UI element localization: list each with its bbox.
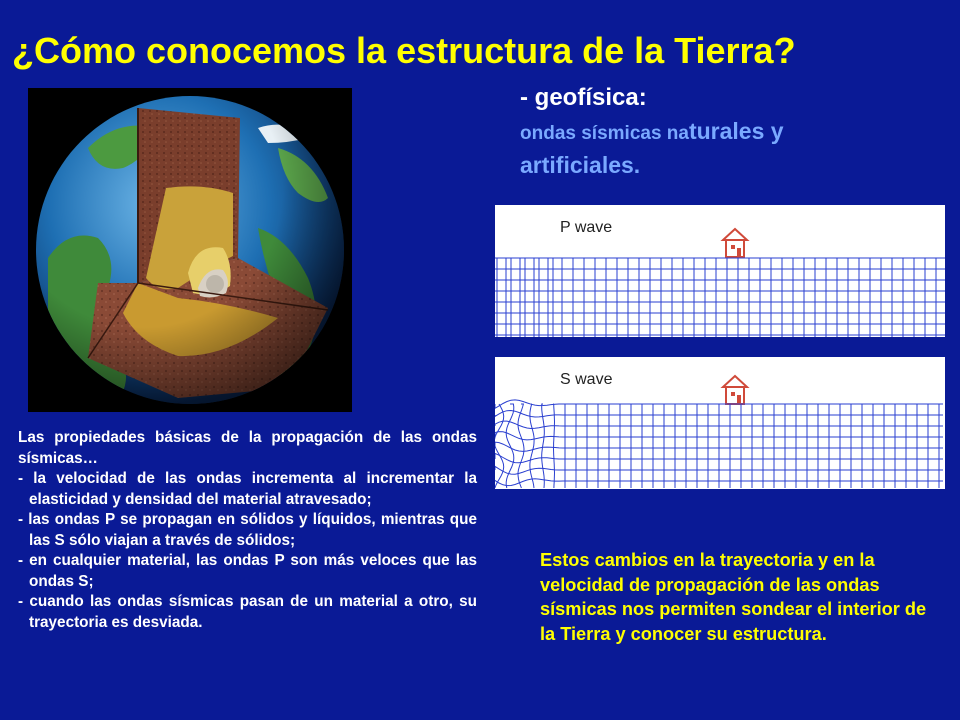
grid-col-line [518, 404, 524, 488]
house-icon [723, 376, 747, 404]
subtitle-ondas-part3: artificiales. [520, 152, 641, 178]
slide-title: ¿Cómo conocemos la estructura de la Tierra? [12, 30, 796, 71]
p-wave-label: P wave [560, 219, 613, 236]
p-wave-grid [495, 258, 945, 337]
subtitle-ondas-part2: turales y [688, 118, 784, 144]
p-wave-diagram [495, 205, 945, 337]
s-wave-diagram [495, 357, 945, 489]
s-wave-grid [495, 400, 943, 488]
property-item: - la velocidad de las ondas incrementa al incrementar la elasticidad y densidad del material atravesado; [18, 470, 477, 508]
property-item: - las ondas P se propagan en sólidos y líquidos, mientras que las S sólo viajan a través de sólidos; [18, 511, 477, 549]
subtitle-ondas [520, 116, 940, 184]
earth-cutaway-image [28, 88, 352, 412]
conclusion-text: Estos cambios en la trayectoria y en la velocidad de propagación de las ondas sísmicas nos permiten sondear el interior de la Tierra y conocer su estructura. [540, 550, 927, 644]
property-item: - cuando las ondas sísmicas pasan de un material a otro, su trayectoria es desviada. [18, 593, 477, 631]
grid-col-line [495, 404, 504, 488]
house-icon [723, 229, 747, 257]
subtitle-ondas-part1: ondas sísmicas na [520, 123, 689, 144]
s-wave-label: S wave [560, 371, 613, 388]
propagation-properties-text [18, 428, 477, 633]
properties-intro: Las propiedades básicas de la propagación de las ondas sísmicas… [18, 429, 477, 467]
grid-col-line [554, 404, 555, 488]
subtitle-geofisica: - geofísica: [520, 84, 647, 111]
property-item: - en cualquier material, las ondas P son más veloces que las ondas S; [18, 552, 477, 590]
